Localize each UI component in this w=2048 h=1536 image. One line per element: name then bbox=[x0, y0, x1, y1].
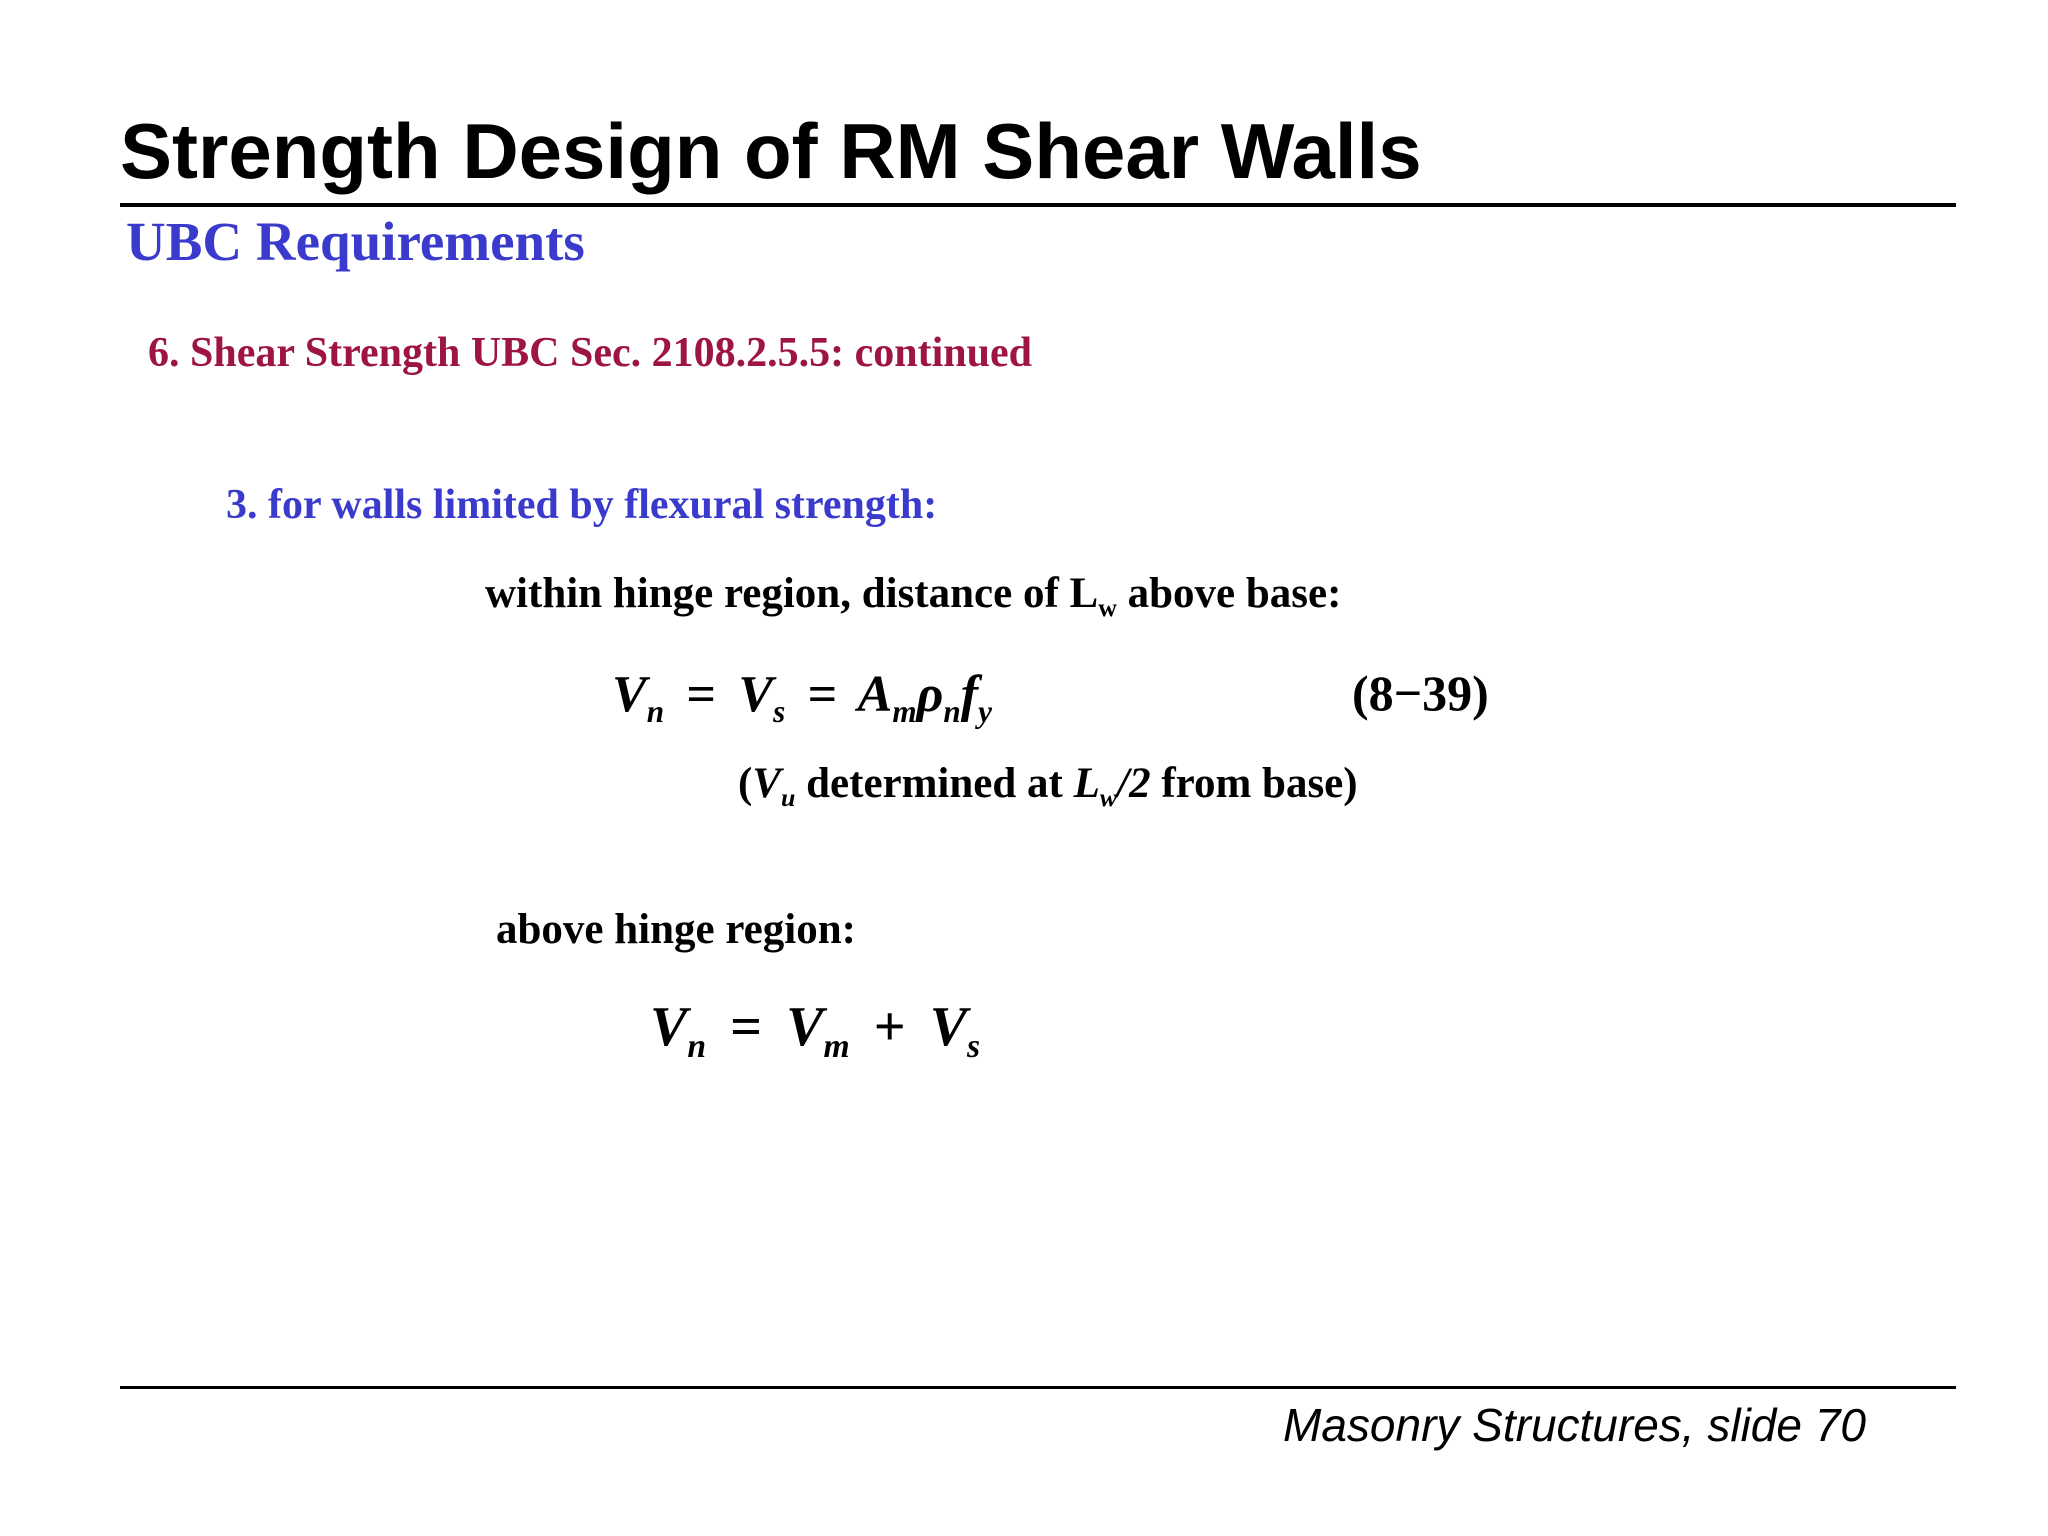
equation-number: (8−39) bbox=[1352, 665, 1489, 721]
eq2-vs: V bbox=[929, 996, 968, 1058]
eq2-vn: V bbox=[650, 996, 688, 1058]
eq1-f: f bbox=[960, 666, 979, 723]
eq2-plus: + bbox=[873, 996, 906, 1058]
within-hinge-subscript: w bbox=[1098, 593, 1117, 623]
eq1-am-sub: m bbox=[892, 693, 917, 729]
within-hinge-suffix: above base: bbox=[1116, 570, 1342, 617]
within-hinge-prefix: within hinge region, distance of L bbox=[485, 570, 1099, 617]
eq1-rho: ρ bbox=[916, 666, 944, 723]
eq2-vm: V bbox=[786, 996, 824, 1058]
equation-above-hinge bbox=[650, 996, 981, 1065]
section-heading: 6. Shear Strength UBC Sec. 2108.2.5.5: continued bbox=[148, 330, 1032, 376]
vu-note bbox=[738, 760, 1358, 813]
eq1-equals-2: = bbox=[807, 666, 838, 723]
note-v: V bbox=[752, 760, 782, 807]
title-underline bbox=[120, 203, 1956, 207]
eq1-vs: V bbox=[738, 666, 774, 723]
eq1-f-sub: y bbox=[978, 693, 992, 729]
eq1-equals-1: = bbox=[686, 666, 717, 723]
note-l: L bbox=[1073, 760, 1100, 807]
above-hinge-text: above hinge region: bbox=[496, 906, 856, 953]
eq2-equals: = bbox=[730, 996, 763, 1058]
note-close: from base) bbox=[1150, 760, 1358, 807]
eq1-rho-sub: n bbox=[943, 693, 961, 729]
eq1-vn: V bbox=[612, 666, 647, 723]
eq2-vs-sub: s bbox=[967, 1027, 981, 1065]
footer-rule bbox=[120, 1386, 1956, 1389]
equation-8-39 bbox=[612, 666, 992, 729]
slide-title: Strength Design of RM Shear Walls bbox=[120, 107, 1422, 195]
note-mid: determined at bbox=[795, 760, 1074, 807]
eq1-vn-sub: n bbox=[646, 693, 665, 729]
eq1-am: A bbox=[857, 666, 893, 723]
within-hinge-text bbox=[485, 570, 1342, 623]
note-v-sub: u bbox=[781, 783, 796, 813]
eq2-vn-sub: n bbox=[687, 1027, 707, 1065]
list-item-heading: 3. for walls limited by flexural strength: bbox=[226, 482, 938, 528]
eq1-vs-sub: s bbox=[773, 693, 786, 729]
slide-subtitle: UBC Requirements bbox=[126, 211, 585, 272]
note-open: ( bbox=[738, 760, 753, 807]
note-l-sub: w bbox=[1099, 783, 1118, 813]
slide-footer: Masonry Structures, slide 70 bbox=[1283, 1399, 1866, 1451]
note-div: /2 bbox=[1117, 760, 1151, 807]
eq2-vm-sub: m bbox=[823, 1027, 850, 1065]
